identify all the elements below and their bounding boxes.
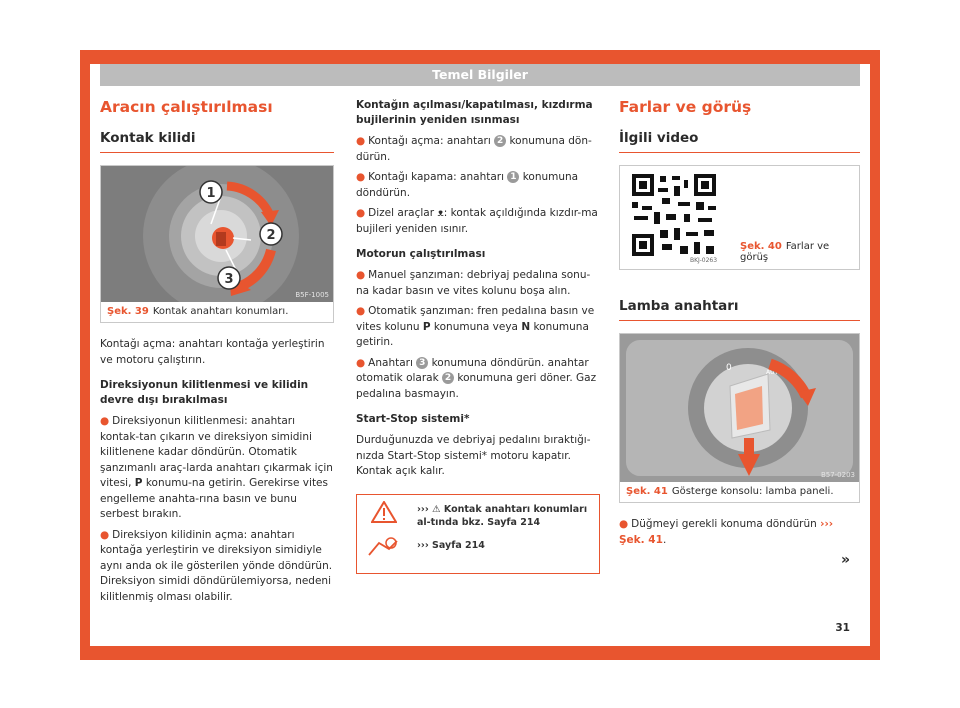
subsection-title: Kontak kilidi [100, 130, 334, 153]
continue-marker: » [840, 552, 850, 568]
position-zero-label: 0 [726, 363, 732, 373]
paragraph: Kontağı açma: anahtarı kontağa yerleştirin ve motoru çalıştırın. [100, 338, 325, 366]
ignition-lock-illustration [101, 166, 333, 302]
figure-label: Şek. 39 [107, 306, 149, 317]
position-marker-2 [260, 223, 282, 245]
figure-link[interactable]: ››› Şek. 41 [619, 518, 834, 546]
running-header: Temel Bilgiler [100, 64, 860, 86]
subheading: Motorun çalıştırılması [356, 248, 486, 260]
svg-text:3: 3 [224, 272, 234, 287]
qr-code-label: BKJ-0263 [690, 257, 718, 264]
figure-code: B5F-1005 [295, 291, 329, 299]
light-switch-illustration [620, 334, 859, 482]
ignition-image [101, 166, 333, 302]
list-item: ● Otomatik şanzıman: fren pedalına basın ve vites kolunu P konumuna veya N konumuna getirin. [356, 305, 595, 348]
environment-note-icon [367, 535, 399, 559]
paragraph: Durduğunuzda ve debriyaj pedalını bıraktığı-nızda Start-Stop sistemi* motoru kapatır. Kontak açık kalır. [356, 434, 591, 477]
subheading: Start-Stop sistemi* [356, 413, 470, 425]
subheading: Direksiyonun kilitlenmesi ve kilidin devre dışı bırakılması [100, 379, 309, 406]
figure-caption: Şek. 40 Farlar ve görüş [740, 241, 830, 263]
list-item: ● Direksiyonun kilitlenmesi: anahtarı kontak-tan çıkarın ve direksiyon simidini kilitlenene kadar döndürün. Otomatik şanzımanlı araç-larda anahtarı çıkarmak için vitesi, P konumu-na getirin. Gerekirse vites engelleme anahta-rına basın ve bunu serbest bırakın. [100, 415, 333, 520]
column-1 [100, 94, 334, 610]
list-item: ● Düğmeyi gerekli konuma döndürün ››› Şek. 41. [619, 518, 834, 546]
subsection-title: Lamba anahtarı [619, 298, 860, 321]
figure-caption [101, 302, 333, 322]
figure-39 [100, 165, 334, 323]
figure-caption-text: Kontak anahtarı konumları. [152, 306, 289, 317]
position-auto-label: AUTO [766, 369, 783, 376]
svg-text:1: 1 [206, 186, 216, 201]
warning-reference[interactable]: ››› ⚠ Kontak anahtarı konumları al-tında bkz. Sayfa 214 [417, 503, 588, 528]
page-number: 31 [835, 622, 850, 634]
list-item: ● Kontağı açma: anahtarı 2 konumuna dön-dürün. [356, 135, 592, 163]
warning-box [356, 494, 600, 574]
subheading: Kontağın açılması/kapatılması, kızdırma bujilerinin yeniden ısınması [356, 99, 593, 126]
list-item: ● Dizel araçlar ᴥ: kontak açıldığında kızdır-ma bujileri yeniden ısınır. [356, 207, 598, 235]
warning-triangle-icon [371, 501, 397, 523]
svg-text:2: 2 [266, 228, 276, 243]
light-switch-image [620, 334, 859, 482]
subsection-title: İlgili video [619, 130, 860, 153]
list-item: ● Direksiyon kilidinin açma: anahtarı kontağa yerleştirin ve direksiyon simidiyle aynı anda ok ile gösterilen yönde döndürün. Direksiyon simidi döndürülemiyorsa, nedeni kilitlenmiş olması olabilir. [100, 528, 333, 603]
list-item: ● Manuel şanzıman: debriyaj pedalına sonu-na kadar basın ve vites kolunu boşa alın. [356, 269, 591, 297]
list-item: ● Kontağı kapama: anahtarı 1 konumuna döndürün. [356, 171, 579, 199]
position-marker-1 [200, 181, 222, 203]
figure-41 [619, 333, 860, 503]
section-title: Aracın çalıştırılması [100, 98, 273, 116]
list-item: ● Anahtarı 3 konumuna döndürün. anahtar otomatik olarak 2 konumuna geri döner. Gaz pedalına basmayın. [356, 356, 597, 400]
figure-code: B57-0203 [820, 471, 855, 479]
qr-code-icon[interactable] [622, 168, 726, 268]
figure-label: Şek. 41 [626, 486, 668, 497]
section-title: Farlar ve görüş [619, 98, 752, 116]
environment-reference[interactable]: ››› Sayfa 214 [417, 539, 485, 551]
column-2 [356, 94, 600, 574]
figure-40 [619, 165, 860, 270]
position-marker-3 [218, 267, 240, 289]
page [90, 64, 870, 646]
column-3 [619, 94, 860, 553]
figure-caption-text: Gösterge konsolu: lamba paneli. [671, 486, 834, 497]
figure-caption [620, 482, 859, 502]
